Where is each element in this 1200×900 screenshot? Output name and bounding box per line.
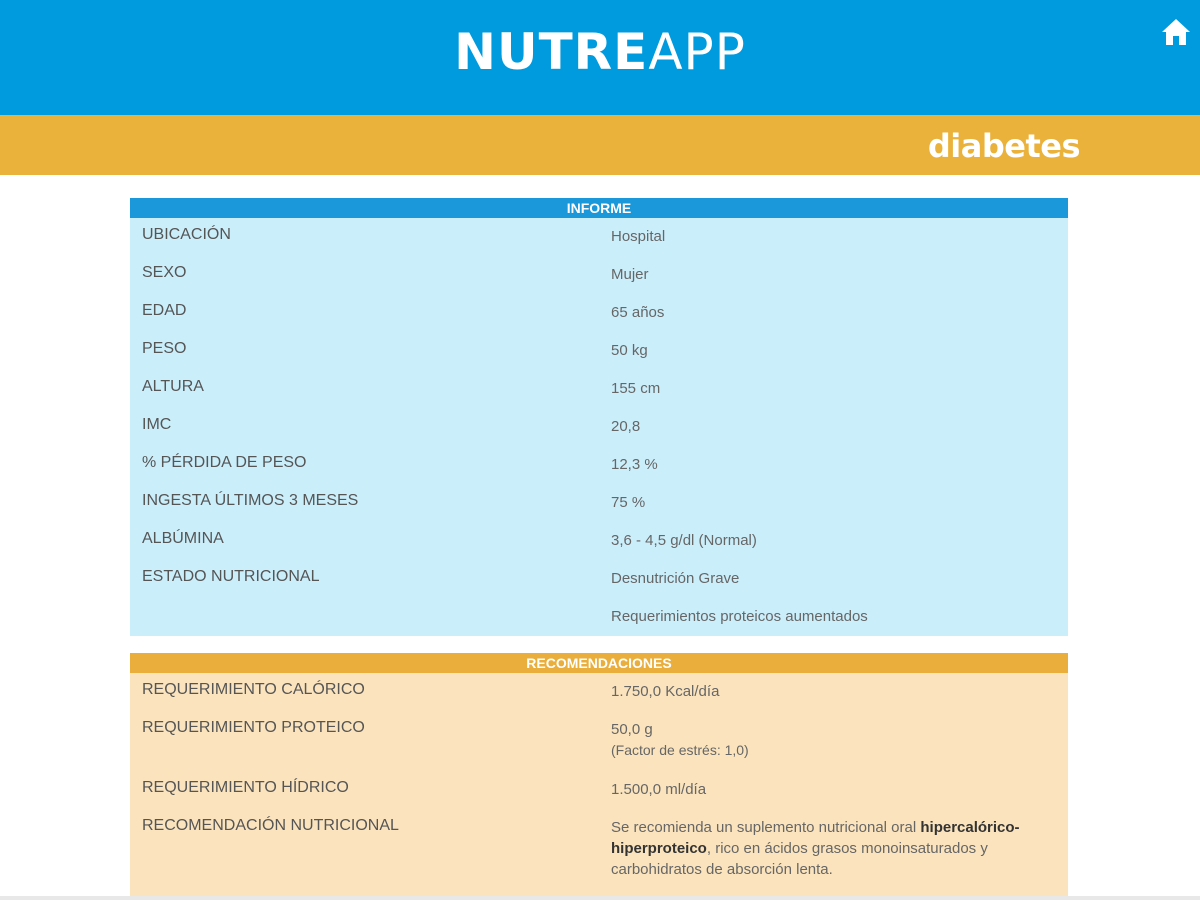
informe-row — [130, 264, 1068, 302]
recommendation-text — [611, 817, 1031, 880]
informe-row — [130, 606, 1068, 636]
row-value: Hospital — [611, 228, 666, 245]
row-value: Requerimientos proteicos aumentados — [611, 608, 868, 625]
informe-row — [130, 302, 1068, 340]
stress-factor-note: (Factor de estrés: 1,0) — [611, 742, 749, 758]
informe-row — [130, 416, 1068, 454]
row-value: 20,8 — [611, 418, 641, 435]
recom-row — [130, 817, 1068, 897]
recommendation-highlight: hipercalórico-hiperproteico — [611, 819, 1020, 857]
row-label: INGESTA ÚLTIMOS 3 MESES — [142, 492, 359, 509]
row-value: 12,3 % — [611, 456, 658, 473]
logo-bold-text: NUTRE — [454, 23, 649, 81]
section-title: diabetes — [927, 127, 1080, 165]
informe-row — [130, 226, 1068, 264]
row-label: % PÉRDIDA DE PESO — [142, 454, 307, 471]
recomendaciones-body — [130, 673, 1068, 900]
recomendaciones-panel — [130, 653, 1068, 900]
recom-row — [130, 719, 1068, 779]
row-value: 1.500,0 ml/día — [611, 781, 707, 798]
row-label: UBICACIÓN — [142, 226, 231, 243]
row-value: Mujer — [611, 266, 649, 283]
informe-body — [130, 218, 1068, 636]
row-label: REQUERIMIENTO PROTEICO — [142, 719, 365, 736]
recom-row — [130, 779, 1068, 817]
row-label: REQUERIMIENTO CALÓRICO — [142, 681, 365, 698]
row-label: RECOMENDACIÓN NUTRICIONAL — [142, 817, 399, 834]
row-label: EDAD — [142, 302, 187, 319]
informe-row — [130, 340, 1068, 378]
row-label: PESO — [142, 340, 187, 357]
row-value: 50 kg — [611, 342, 648, 359]
section-bar — [0, 115, 1200, 175]
row-label: ESTADO NUTRICIONAL — [142, 568, 320, 585]
bottom-scroll-edge — [0, 896, 1200, 900]
row-value: 75 % — [611, 494, 646, 511]
home-icon — [1160, 16, 1192, 48]
recommendation-text-after: , rico en ácidos grasos monoinsaturados y carbohidratos de absorción lenta. — [611, 840, 988, 878]
row-value: 155 cm — [611, 380, 661, 397]
row-label: SEXO — [142, 264, 187, 281]
row-label: IMC — [142, 416, 172, 433]
app-header — [0, 0, 1200, 115]
informe-row — [130, 454, 1068, 492]
informe-row — [130, 530, 1068, 568]
recommendation-text-before: Se recomienda un suplemento nutricional oral — [611, 819, 921, 836]
row-label: ALTURA — [142, 378, 204, 395]
recomendaciones-header: RECOMENDACIONES — [130, 653, 1068, 673]
app-logo — [0, 22, 1200, 82]
informe-row — [130, 378, 1068, 416]
logo-light-text: APP — [648, 23, 746, 81]
row-value: 1.750,0 Kcal/día — [611, 683, 720, 700]
informe-panel — [130, 198, 1068, 636]
home-button[interactable] — [1160, 16, 1192, 48]
protein-value: 50,0 g — [611, 721, 653, 738]
row-value: 65 años — [611, 304, 665, 321]
row-value — [611, 719, 1031, 761]
informe-header: INFORME — [130, 198, 1068, 218]
recom-row — [130, 681, 1068, 719]
row-value: Desnutrición Grave — [611, 570, 740, 587]
row-value: 3,6 - 4,5 g/dl (Normal) — [611, 532, 757, 549]
informe-row — [130, 492, 1068, 530]
informe-row — [130, 568, 1068, 606]
row-label: REQUERIMIENTO HÍDRICO — [142, 779, 349, 796]
row-label: ALBÚMINA — [142, 530, 224, 547]
